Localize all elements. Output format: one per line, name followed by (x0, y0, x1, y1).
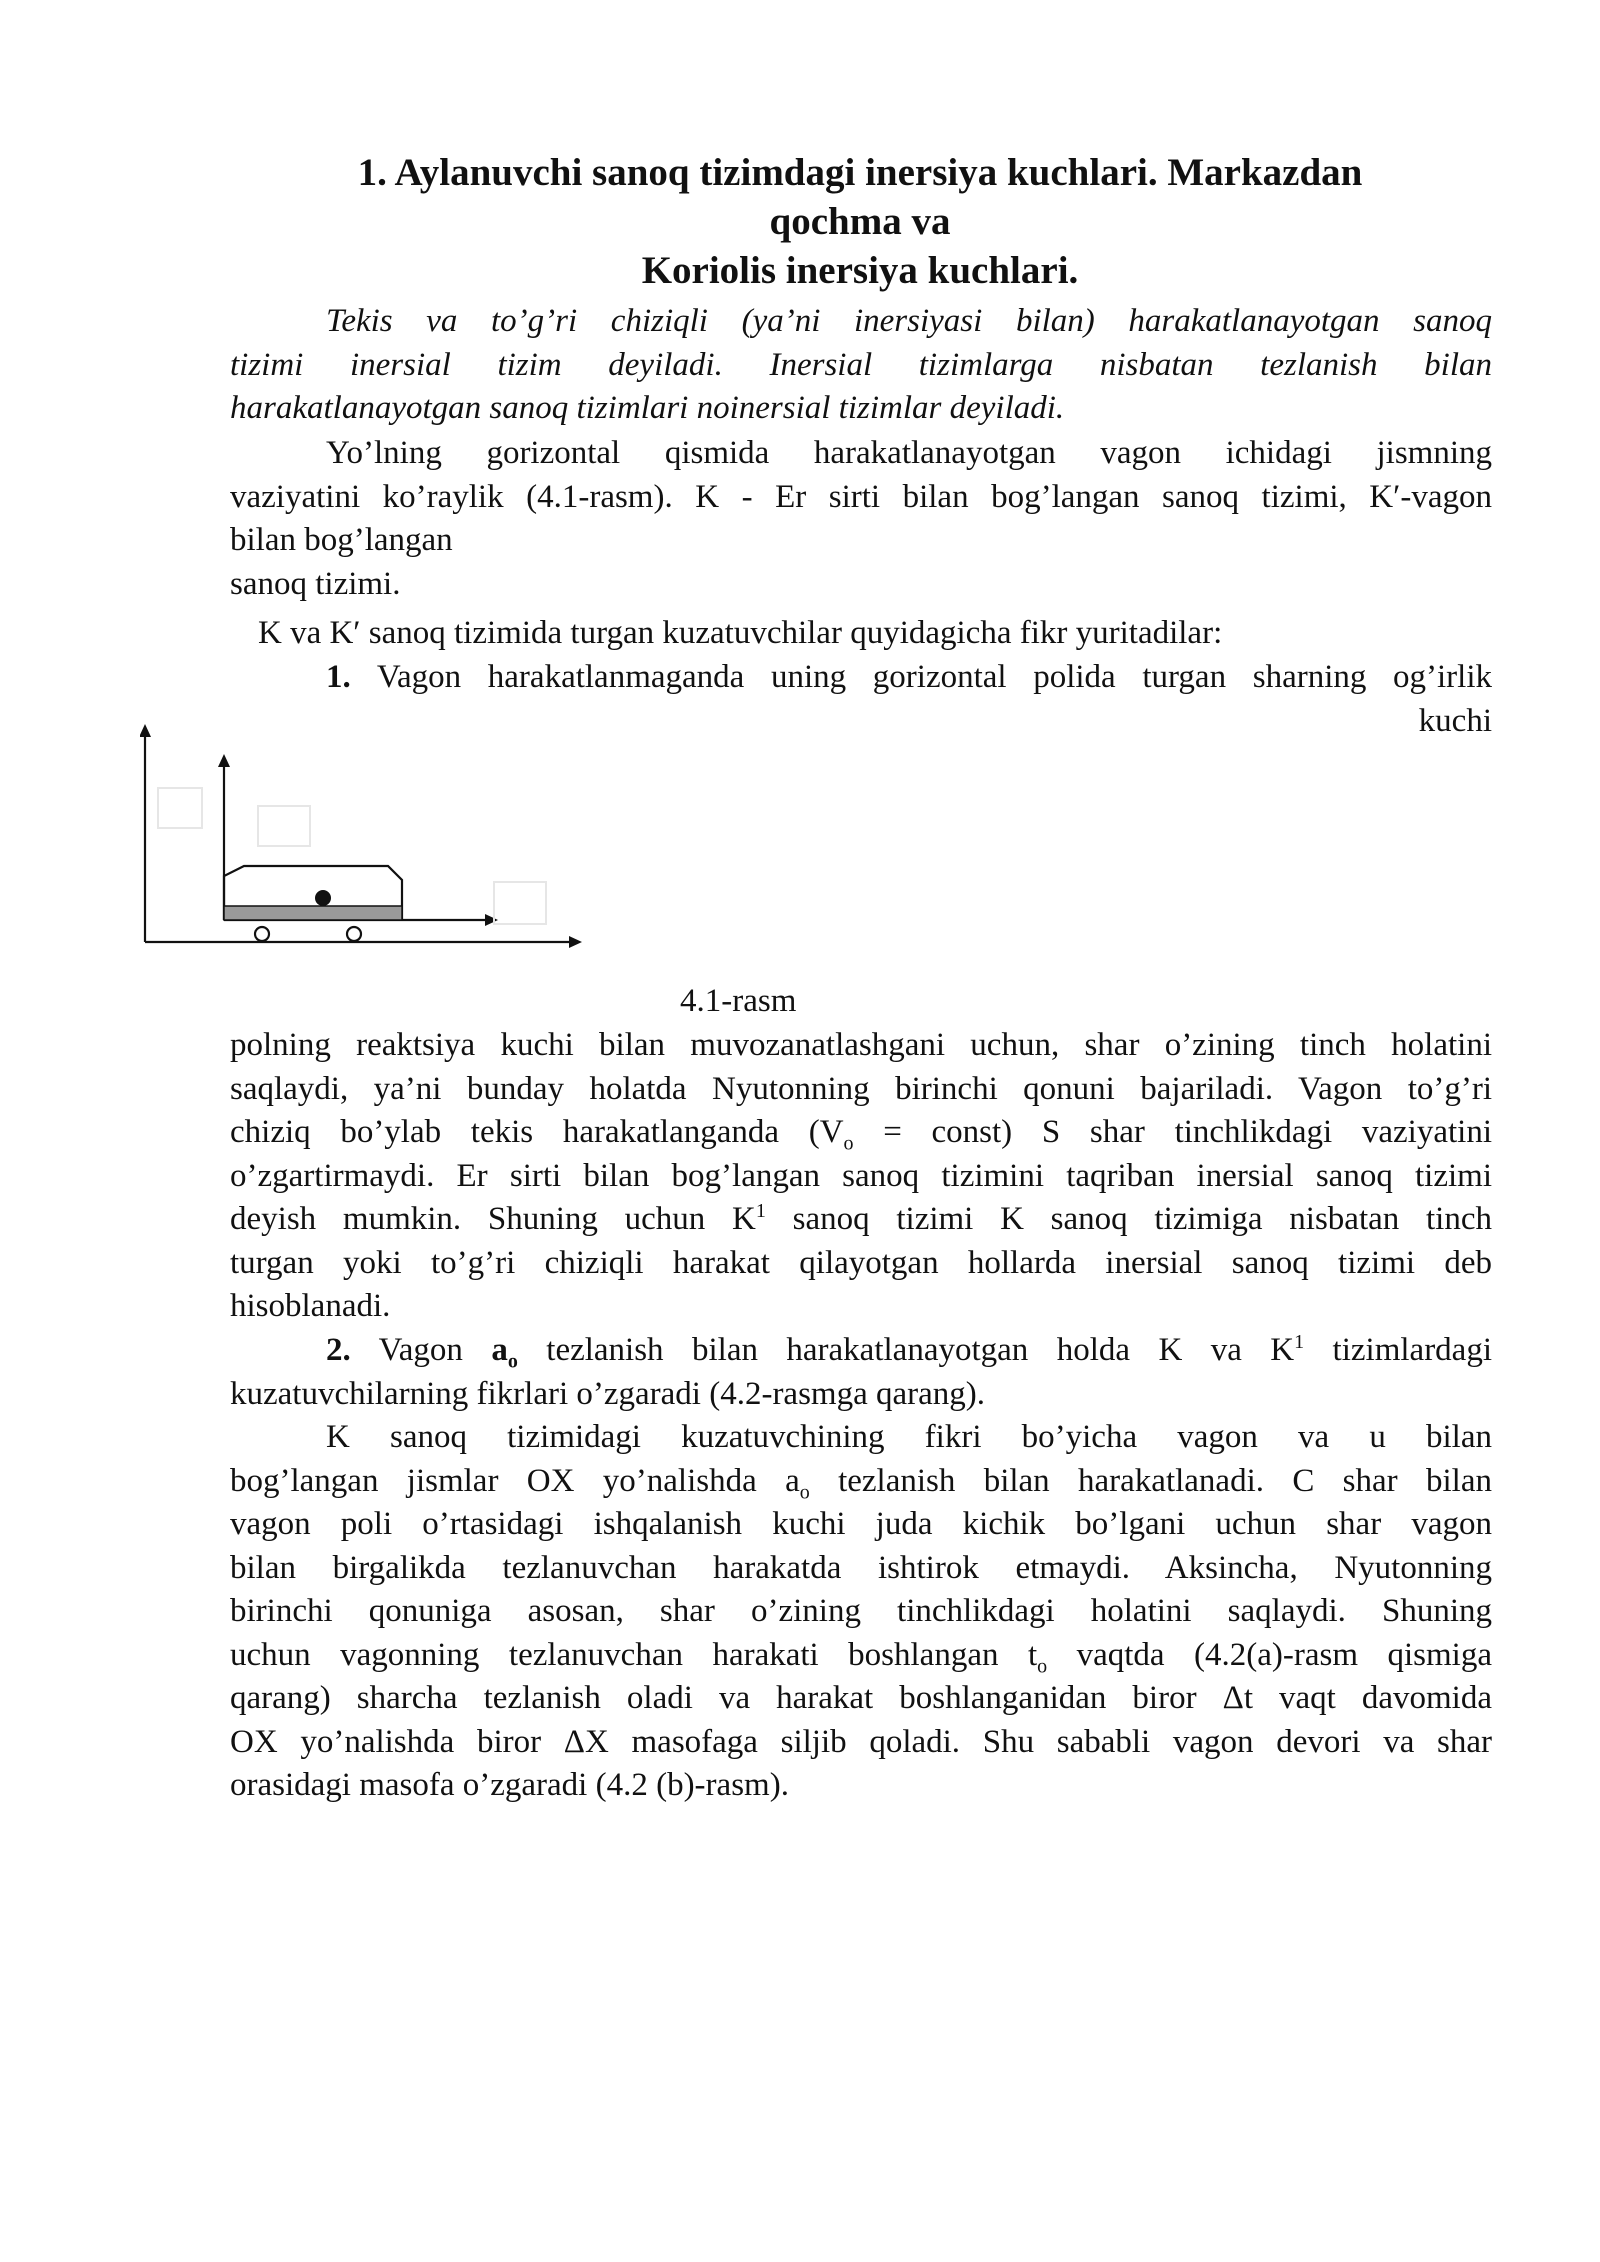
k-superscript: 1 (755, 1200, 766, 1222)
p6-line-1-c: tezlanish bilan harakatlanayotgan holda K va K (517, 1332, 1295, 1368)
a-subscript-2: o (799, 1481, 810, 1504)
p7-line-2-b: tezlanish bilan harakatlanadi. C shar bilan (809, 1462, 1492, 1499)
title-line-1: 1. Aylanuvchi sanoq tizimdagi inersiya kuchlari. Markazdan (357, 151, 1363, 194)
p7-line-9: orasidagi masofa o’zgaradi (4.2 (b)-rasm). (230, 1767, 789, 1803)
k-superscript-2: 1 (1294, 1331, 1305, 1353)
p2-line-4: sanoq tizimi. (230, 565, 401, 602)
blank-box-1 (158, 788, 202, 828)
paragraph-2 (230, 432, 1492, 606)
p6-accel-symbol: a (491, 1332, 508, 1368)
p6-line-1-a: Vagon (350, 1332, 492, 1368)
p5-line-6: turgan yoki to’g’ri chiziqli harakat qilayotgan hollarda inersial sanoq tizimi deb (230, 1244, 1492, 1281)
a-subscript: o (507, 1350, 518, 1373)
figure-caption: 4.1-rasm (680, 983, 797, 1019)
paragraph-3 (230, 612, 1492, 656)
p2-line-3: bilan bog’langan (230, 522, 453, 558)
title-line-3: Koriolis inersiya kuchlari. (641, 249, 1079, 292)
k-y-arrow (140, 724, 151, 737)
p7-line-2-a: bog’langan jismlar OX yo’nalishda a (230, 1462, 800, 1499)
blank-box-3 (494, 882, 546, 924)
paragraph-7 (230, 1416, 1492, 1808)
p6-line-1-d: tizimlardagi (1304, 1332, 1492, 1368)
p6-number: 2. (326, 1332, 351, 1368)
title-line-2: qochma va (769, 200, 951, 243)
p7-line-8: OX yo’nalishda biror ΔX masofaga siljib qoladi. Shu sababli vagon devori va shar (230, 1723, 1492, 1760)
p7-line-6 (230, 1634, 1492, 1678)
page-title (230, 148, 1490, 295)
k-prime-y-arrow (218, 754, 230, 767)
intro-paragraph (230, 300, 1492, 431)
t-subscript: o (1037, 1655, 1048, 1678)
p5-line-5-a: deyish mumkin. Shuning uchun K (230, 1201, 756, 1237)
v-subscript: o (843, 1132, 854, 1155)
k-x-arrow (569, 936, 582, 948)
blank-box-2 (258, 806, 310, 846)
p5-line-3-b: = const) S shar tinchlikdagi vaziyatini (853, 1114, 1493, 1150)
p5-line-1: polning reaktsiya kuchi bilan muvozanatlashgani uchun, shar o’zining tinch holatini (230, 1027, 1492, 1063)
p3-line-1: K va K′ sanoq tizimida turgan kuzatuvchilar quyidagicha fikr yuritadilar: (258, 615, 1223, 651)
intro-line-1: Tekis va to’g’ri chiziqli (ya’ni inersiyasi bilan) harakatlanayotgan sanoq (326, 303, 1492, 339)
p7-line-5: birinchi qonuniga asosan, shar o’zining tinchlikdagi holatini saqlaydi. Shuning (230, 1593, 1492, 1629)
p7-line-6-a: uchun vagonning tezlanuvchan harakati boshlangan t (230, 1636, 1038, 1673)
wagon-wheel-right (347, 927, 361, 941)
wagon-floor (224, 906, 402, 920)
p2-line-1: Yo’lning gorizontal qismida harakatlanayotgan vagon ichidagi jismning (326, 435, 1492, 471)
p5-line-4: o’zgartirmaydi. Er sirti bilan bog’langan sanoq tizimini taqriban inersial sanoq tizimi (230, 1157, 1492, 1194)
wagon-wheel-left (255, 927, 269, 941)
p7-line-7: qarang) sharcha tezlanish oladi va harakat boshlanganidan biror Δt vaqt davomida (230, 1680, 1492, 1716)
p5-line-5-b: sanoq tizimi K sanoq tizimiga nisbatan tinch (765, 1201, 1492, 1237)
p4-line-1-text: Vagon harakatlanmaganda uning gorizontal polida turgan sharning og’irlik (376, 659, 1493, 695)
p7-line-4: bilan birgalikda tezlanuvchan harakatda ishtirok etmaydi. Aksincha, Nyutonning (230, 1549, 1492, 1586)
wagon-figure (140, 720, 590, 960)
intro-line-3: harakatlanayotgan sanoq tizimlari noinersial tizimlar deyiladi. (230, 390, 1065, 426)
p4-line-1 (230, 656, 1492, 700)
p5-line-7: hisoblanadi. (230, 1288, 391, 1324)
p5-line-3 (230, 1111, 1492, 1155)
p7-line-3: vagon poli o’rtasidagi ishqalanish kuchi juda kichik bo’lgani uchun shar vagon (230, 1506, 1492, 1542)
p4-number: 1. (326, 659, 351, 695)
p4-line-2: kuchi (1418, 702, 1492, 739)
p6-line-2: kuzatuvchilarning fikrlari o’zgaradi (4.2-rasmga qarang). (230, 1375, 986, 1412)
p2-line-2: vaziyatini ko’raylik (4.1-rasm). K - Er sirti bilan bog’langan sanoq tizimi, K′-vagon (230, 478, 1492, 515)
p5-line-2: saqlaydi, ya’ni bunday holatda Nyutonning birinchi qonuni bajariladi. Vagon to’g’ri (230, 1070, 1492, 1107)
intro-line-2: tizimi inersial tizim deyiladi. Inersial tizimlarga nisbatan tezlanish bilan (230, 346, 1492, 383)
p7-line-1: K sanoq tizimidagi kuzatuvchining fikri bo’yicha vagon va u bilan (326, 1419, 1492, 1455)
p6-line-1 (230, 1329, 1492, 1373)
paragraph-5 (230, 1024, 1492, 1329)
p7-line-6-b: vaqtda (4.2(a)-rasm qismiga (1047, 1636, 1492, 1673)
p5-line-3-a: chiziq bo’ylab tekis harakatlanganda (V (230, 1114, 844, 1150)
p5-line-5 (230, 1198, 1492, 1242)
ball (315, 890, 331, 906)
p7-line-2 (230, 1460, 1492, 1504)
paragraph-6 (230, 1329, 1492, 1416)
